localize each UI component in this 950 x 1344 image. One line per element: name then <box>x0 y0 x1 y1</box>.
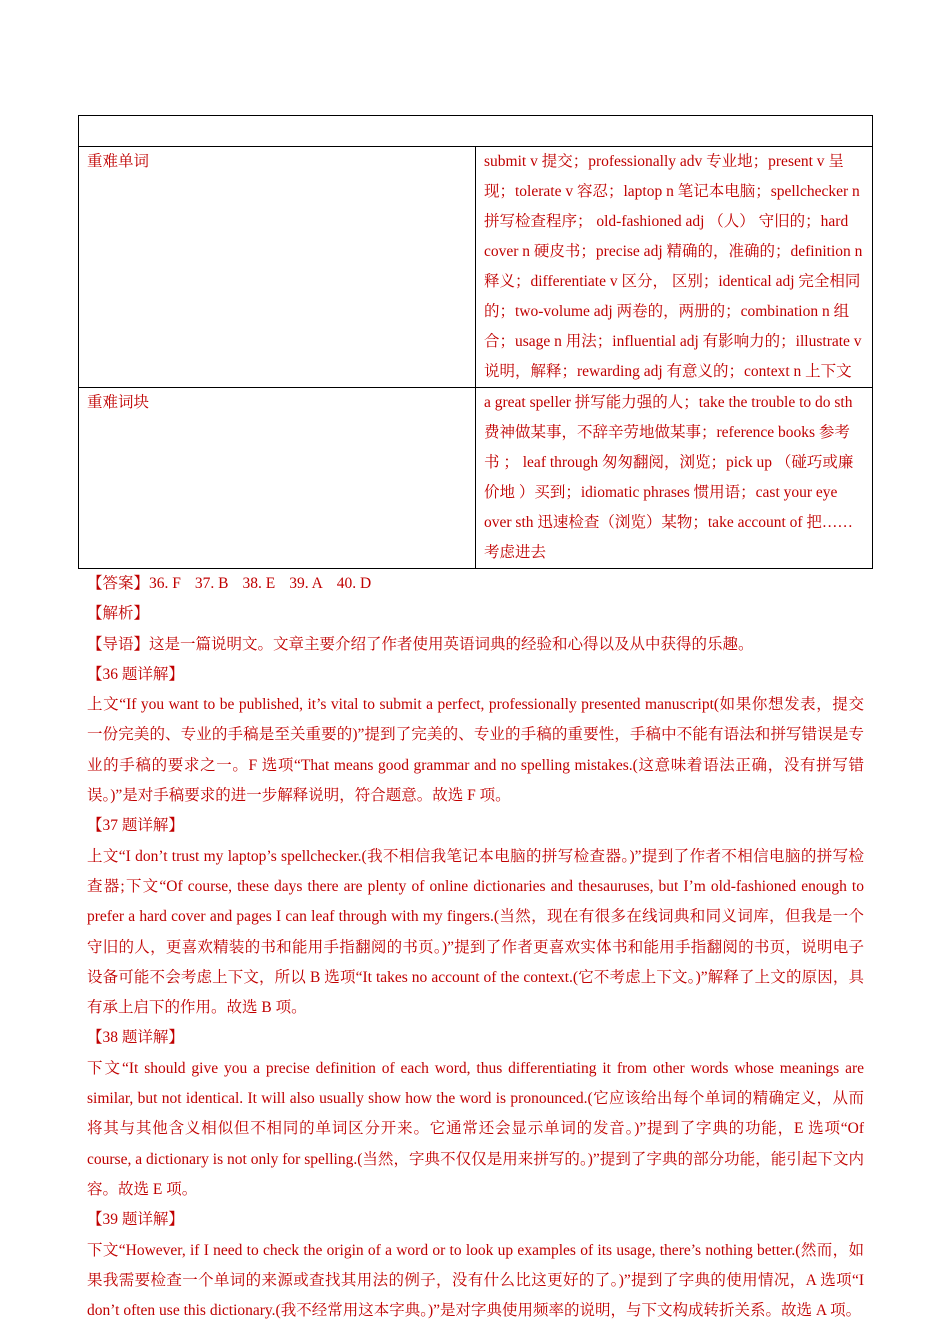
analysis-body <box>78 569 873 1326</box>
answer-label: 【答案】 <box>87 575 150 592</box>
page <box>78 115 873 1326</box>
intro-paragraph: 【导语】这是一篇说明文。文章主要介绍了作者使用英语词典的经验和心得以及从中获得的乐趣。 <box>87 635 754 653</box>
answer-item: 36. F <box>149 575 181 592</box>
vocabulary-table <box>78 115 873 569</box>
table-header-cell <box>79 116 873 147</box>
section-text: 上文“I don’t trust my laptop’s spellchecker.(我不相信我笔记本电脑的拼写检查器。)”提到了作者不相信电脑的拼写检查器;下文“Of course, these days there are plenty of online dictionaries and thesauruses, but I’m old-fashioned enough to prefer a hard cover and pages I can leaf through with my fingers.(当然，现在有很多在线词典和同义词库，但我是一个守旧的人，更喜欢精装的书和能用手指翻阅的书页。)”提到了作者更喜欢实体书和能用手指翻阅的书页，说明电子设备可能不会考虑上下文，所以 B 选项“It takes no account of the context.(它不考虑上下文。)”解释了上文的原因，具有承上启下的作用。故选 B 项。 <box>87 847 864 1017</box>
section-heading: 【36 题详解】 <box>87 665 184 683</box>
table-header-row <box>79 116 873 147</box>
table-row-label: 重难词块 <box>79 388 476 569</box>
table-row <box>79 147 873 388</box>
table-row-label: 重难单词 <box>79 147 476 388</box>
table-row-content: a great speller 拼写能力强的人；take the trouble to do sth 费神做某事，不辞辛劳地做某事；reference books 参考书 ； leaf through 匆匆翻阅，浏览；pick up （碰巧或廉价地 ）买到；idiomatic phrases 惯用语；cast your eye over sth 迅速检查（浏览）某物；take account of 把…… 考虑进去 <box>476 388 873 569</box>
answer-item: 39. A <box>289 575 323 592</box>
table-row <box>79 388 873 569</box>
section-heading: 【39 题详解】 <box>87 1211 184 1229</box>
answer-item: 38. E <box>242 575 276 592</box>
section-heading: 【37 题详解】 <box>87 817 184 835</box>
answer-item: 37. B <box>194 575 229 592</box>
answer-item: 40. D <box>336 575 372 592</box>
section-text: 下文“It should give you a precise definition of each word, thus differentiating it from other words whose meanings are similar, but not identical. It will also usually show how the word is pronounced.(它应该给出每个单词的精确定义，从而将其与其他含义相似但不相同的单词区分开来。它通常还会显示单词的发音。)”提到了字典的功能，E 选项“Of course, a dictionary is not only for spelling.(当然，字典不仅仅是用来拼写的。)”提到了字典的部分功能，能引起下文内容。故选 E 项。 <box>87 1059 864 1198</box>
section-text: 下文“However, if I need to check the origin of a word or to look up examples of its usage, there’s nothing better.(然而，如果我需要检查一个单词的来源或查找其用法的例子，没有什么比这更好的了。)”提到了字典的使用情况，A 选项“I don’t often use this dictionary.(我不经常用这本字典。)”是对字典使用频率的说明，与下文构成转折关系。故选 A 项。 <box>87 1241 864 1320</box>
table-row-content: submit v 提交；professionally adv 专业地；present v 呈现；tolerate v 容忍；laptop n 笔记本电脑；spellchecker n 拼写检查程序； old-fashioned adj （人） 守旧的；hard cover n 硬皮书；precise adj 精确的，准确的；definition n 释义；differentiate v 区分， 区别；identical adj 完全相同的；two-volume adj 两卷的，两册的；combination n 组合；usage n 用法；influential adj 有影响力的；illustrate v 说明，解释；rewarding adj 有意义的；context n 上下文 <box>476 147 873 388</box>
analysis-heading: 【解析】 <box>87 605 150 623</box>
answer-line <box>87 569 864 599</box>
section-heading: 【38 题详解】 <box>87 1029 184 1047</box>
section-text: 上文“If you want to be published, it’s vital to submit a perfect, professionally presented manuscript(如果你想发表，提交一份完美的、专业的手稿是至关重要的)”提到了完美的、专业的手稿的重要性，手稿中不能有语法和拼写错误是专业的手稿的要求之一。F 选项“That means good grammar and no spelling mistakes.(这意味着语法正确，没有拼写错误。)”是对手稿要求的进一步解释说明，符合题意。故选 F 项。 <box>87 696 864 805</box>
